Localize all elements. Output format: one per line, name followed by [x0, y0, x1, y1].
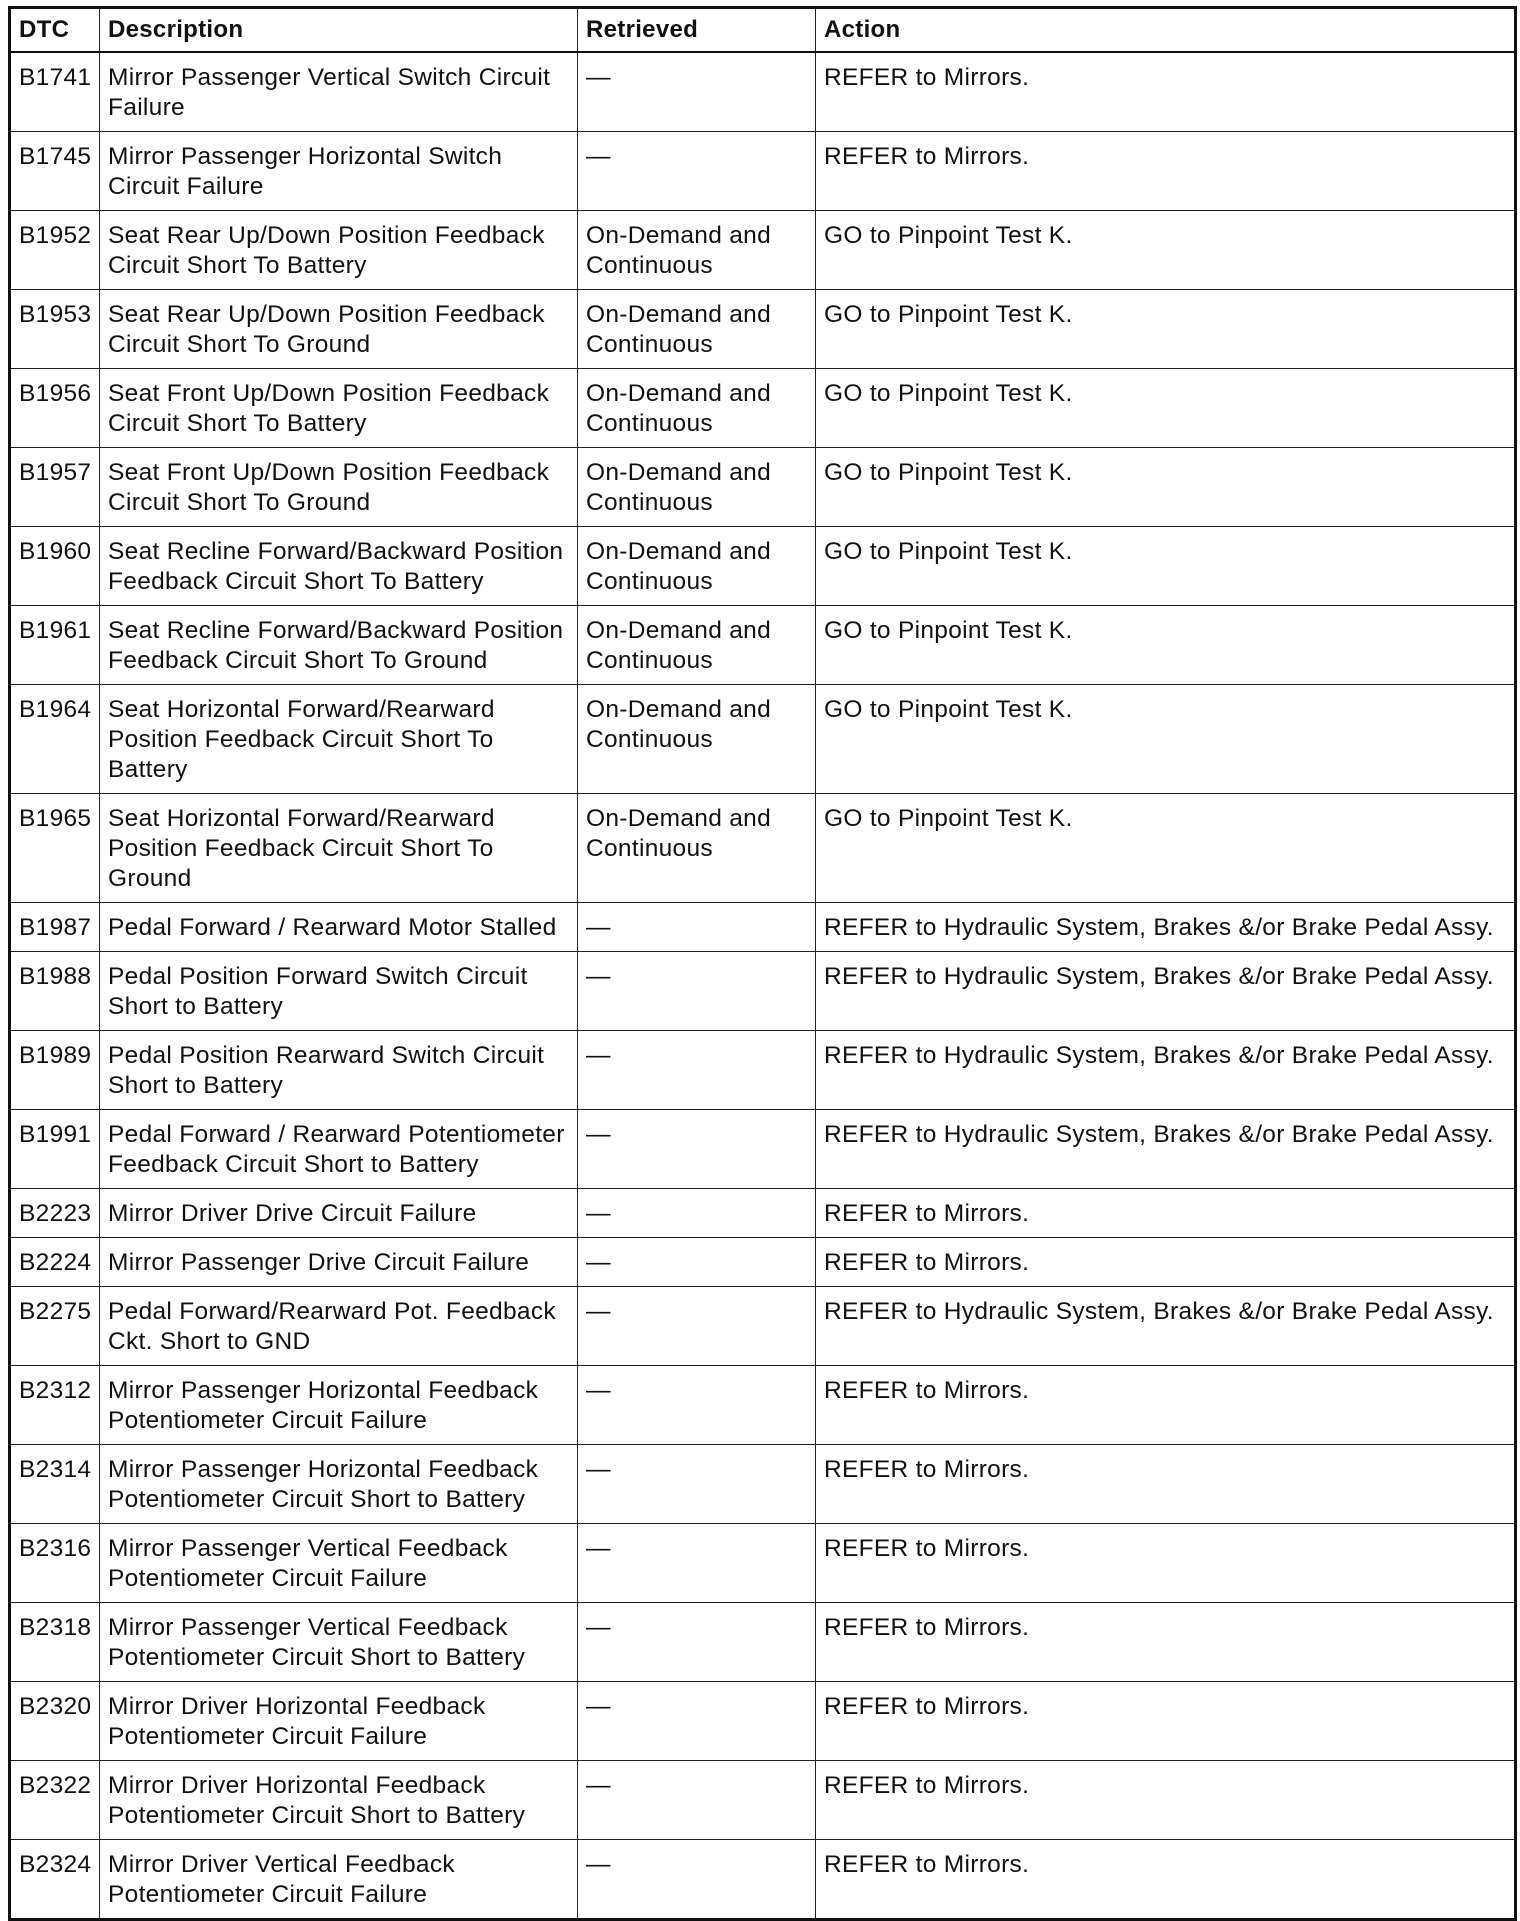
- cell-action: REFER to Mirrors.: [816, 1682, 1516, 1761]
- table-row: [10, 685, 1516, 794]
- cell-action: REFER to Mirrors.: [816, 52, 1516, 132]
- table-row: [10, 448, 1516, 527]
- cell-action: REFER to Hydraulic System, Brakes &/or Brake Pedal Assy.: [816, 952, 1516, 1031]
- cell-description: Mirror Driver Horizontal Feedback Potentiometer Circuit Short to Battery: [100, 1761, 578, 1840]
- cell-action: REFER to Mirrors.: [816, 1238, 1516, 1287]
- table-row: [10, 1189, 1516, 1238]
- cell-retrieved: —: [578, 1682, 816, 1761]
- table-row: [10, 1603, 1516, 1682]
- table-body: [10, 52, 1516, 1920]
- table-row: [10, 1238, 1516, 1287]
- table-row: [10, 1445, 1516, 1524]
- cell-dtc: B1991: [10, 1110, 100, 1189]
- cell-description: Seat Rear Up/Down Position Feedback Circuit Short To Ground: [100, 290, 578, 369]
- cell-action: REFER to Mirrors.: [816, 132, 1516, 211]
- cell-dtc: B1741: [10, 52, 100, 132]
- cell-dtc: B2324: [10, 1840, 100, 1920]
- cell-description: Mirror Passenger Horizontal Switch Circuit Failure: [100, 132, 578, 211]
- cell-retrieved: On-Demand and Continuous: [578, 369, 816, 448]
- cell-dtc: B2275: [10, 1287, 100, 1366]
- cell-dtc: B1952: [10, 211, 100, 290]
- cell-dtc: B2223: [10, 1189, 100, 1238]
- cell-dtc: B2316: [10, 1524, 100, 1603]
- cell-retrieved: —: [578, 903, 816, 952]
- table-row: [10, 794, 1516, 903]
- cell-dtc: B1987: [10, 903, 100, 952]
- cell-action: GO to Pinpoint Test K.: [816, 369, 1516, 448]
- header-action: Action: [816, 8, 1516, 53]
- cell-description: Pedal Forward / Rearward Motor Stalled: [100, 903, 578, 952]
- table-row: [10, 1682, 1516, 1761]
- cell-description: Pedal Forward / Rearward Potentiometer Feedback Circuit Short to Battery: [100, 1110, 578, 1189]
- cell-action: REFER to Hydraulic System, Brakes &/or Brake Pedal Assy.: [816, 1287, 1516, 1366]
- table-header: [10, 8, 1516, 53]
- cell-description: Seat Rear Up/Down Position Feedback Circuit Short To Battery: [100, 211, 578, 290]
- table-row: [10, 290, 1516, 369]
- cell-description: Mirror Driver Drive Circuit Failure: [100, 1189, 578, 1238]
- cell-retrieved: —: [578, 1189, 816, 1238]
- cell-dtc: B2314: [10, 1445, 100, 1524]
- table-row: [10, 1287, 1516, 1366]
- cell-action: REFER to Mirrors.: [816, 1761, 1516, 1840]
- cell-action: GO to Pinpoint Test K.: [816, 448, 1516, 527]
- cell-action: GO to Pinpoint Test K.: [816, 685, 1516, 794]
- cell-description: Seat Horizontal Forward/Rearward Position Feedback Circuit Short To Battery: [100, 685, 578, 794]
- cell-action: GO to Pinpoint Test K.: [816, 211, 1516, 290]
- cell-retrieved: On-Demand and Continuous: [578, 211, 816, 290]
- cell-dtc: B1964: [10, 685, 100, 794]
- cell-description: Mirror Passenger Drive Circuit Failure: [100, 1238, 578, 1287]
- cell-retrieved: On-Demand and Continuous: [578, 606, 816, 685]
- cell-description: Pedal Position Rearward Switch Circuit Short to Battery: [100, 1031, 578, 1110]
- cell-retrieved: —: [578, 132, 816, 211]
- cell-action: REFER to Mirrors.: [816, 1366, 1516, 1445]
- cell-retrieved: —: [578, 1238, 816, 1287]
- cell-retrieved: On-Demand and Continuous: [578, 290, 816, 369]
- table-row: [10, 1761, 1516, 1840]
- cell-dtc: B1953: [10, 290, 100, 369]
- header-row: [10, 8, 1516, 53]
- cell-description: Mirror Passenger Vertical Switch Circuit Failure: [100, 52, 578, 132]
- cell-retrieved: —: [578, 952, 816, 1031]
- cell-dtc: B2318: [10, 1603, 100, 1682]
- cell-dtc: B1745: [10, 132, 100, 211]
- cell-dtc: B1961: [10, 606, 100, 685]
- cell-dtc: B1989: [10, 1031, 100, 1110]
- cell-action: GO to Pinpoint Test K.: [816, 794, 1516, 903]
- cell-dtc: B1957: [10, 448, 100, 527]
- cell-description: Mirror Driver Horizontal Feedback Potentiometer Circuit Failure: [100, 1682, 578, 1761]
- cell-action: REFER to Hydraulic System, Brakes &/or Brake Pedal Assy.: [816, 903, 1516, 952]
- cell-dtc: B2312: [10, 1366, 100, 1445]
- cell-description: Seat Recline Forward/Backward Position Feedback Circuit Short To Ground: [100, 606, 578, 685]
- cell-description: Seat Recline Forward/Backward Position Feedback Circuit Short To Battery: [100, 527, 578, 606]
- cell-retrieved: —: [578, 1110, 816, 1189]
- table-row: [10, 1524, 1516, 1603]
- header-description: Description: [100, 8, 578, 53]
- cell-description: Mirror Driver Vertical Feedback Potentiometer Circuit Failure: [100, 1840, 578, 1920]
- cell-description: Mirror Passenger Vertical Feedback Potentiometer Circuit Short to Battery: [100, 1603, 578, 1682]
- cell-action: GO to Pinpoint Test K.: [816, 527, 1516, 606]
- cell-action: REFER to Mirrors.: [816, 1445, 1516, 1524]
- cell-retrieved: On-Demand and Continuous: [578, 527, 816, 606]
- table-row: [10, 1366, 1516, 1445]
- cell-retrieved: —: [578, 1524, 816, 1603]
- cell-action: REFER to Mirrors.: [816, 1524, 1516, 1603]
- header-retrieved: Retrieved: [578, 8, 816, 53]
- table-row: [10, 606, 1516, 685]
- cell-retrieved: —: [578, 1366, 816, 1445]
- cell-retrieved: —: [578, 1445, 816, 1524]
- cell-description: Seat Front Up/Down Position Feedback Circuit Short To Battery: [100, 369, 578, 448]
- cell-action: GO to Pinpoint Test K.: [816, 290, 1516, 369]
- cell-retrieved: —: [578, 1761, 816, 1840]
- cell-retrieved: —: [578, 1031, 816, 1110]
- cell-description: Seat Horizontal Forward/Rearward Position Feedback Circuit Short To Ground: [100, 794, 578, 903]
- cell-action: GO to Pinpoint Test K.: [816, 606, 1516, 685]
- cell-retrieved: —: [578, 1287, 816, 1366]
- cell-dtc: B2322: [10, 1761, 100, 1840]
- cell-description: Mirror Passenger Horizontal Feedback Potentiometer Circuit Short to Battery: [100, 1445, 578, 1524]
- cell-dtc: B2320: [10, 1682, 100, 1761]
- table-row: [10, 1031, 1516, 1110]
- table-row: [10, 527, 1516, 606]
- cell-action: REFER to Hydraulic System, Brakes &/or Brake Pedal Assy.: [816, 1031, 1516, 1110]
- table-row: [10, 369, 1516, 448]
- cell-action: REFER to Mirrors.: [816, 1189, 1516, 1238]
- cell-retrieved: On-Demand and Continuous: [578, 448, 816, 527]
- table-row: [10, 1840, 1516, 1920]
- table-row: [10, 903, 1516, 952]
- cell-action: REFER to Mirrors.: [816, 1603, 1516, 1682]
- cell-retrieved: —: [578, 1840, 816, 1920]
- cell-retrieved: —: [578, 1603, 816, 1682]
- dtc-table: [8, 6, 1517, 1921]
- table-row: [10, 132, 1516, 211]
- cell-description: Seat Front Up/Down Position Feedback Circuit Short To Ground: [100, 448, 578, 527]
- cell-dtc: B1988: [10, 952, 100, 1031]
- table-row: [10, 952, 1516, 1031]
- cell-retrieved: On-Demand and Continuous: [578, 794, 816, 903]
- cell-retrieved: —: [578, 52, 816, 132]
- table-row: [10, 211, 1516, 290]
- cell-description: Pedal Position Forward Switch Circuit Short to Battery: [100, 952, 578, 1031]
- cell-dtc: B1956: [10, 369, 100, 448]
- cell-description: Mirror Passenger Horizontal Feedback Potentiometer Circuit Failure: [100, 1366, 578, 1445]
- header-dtc: DTC: [10, 8, 100, 53]
- cell-dtc: B1960: [10, 527, 100, 606]
- cell-dtc: B1965: [10, 794, 100, 903]
- cell-description: Pedal Forward/Rearward Pot. Feedback Ckt. Short to GND: [100, 1287, 578, 1366]
- table-row: [10, 1110, 1516, 1189]
- cell-action: REFER to Hydraulic System, Brakes &/or Brake Pedal Assy.: [816, 1110, 1516, 1189]
- cell-dtc: B2224: [10, 1238, 100, 1287]
- cell-description: Mirror Passenger Vertical Feedback Potentiometer Circuit Failure: [100, 1524, 578, 1603]
- cell-action: REFER to Mirrors.: [816, 1840, 1516, 1920]
- table-row: [10, 52, 1516, 132]
- cell-retrieved: On-Demand and Continuous: [578, 685, 816, 794]
